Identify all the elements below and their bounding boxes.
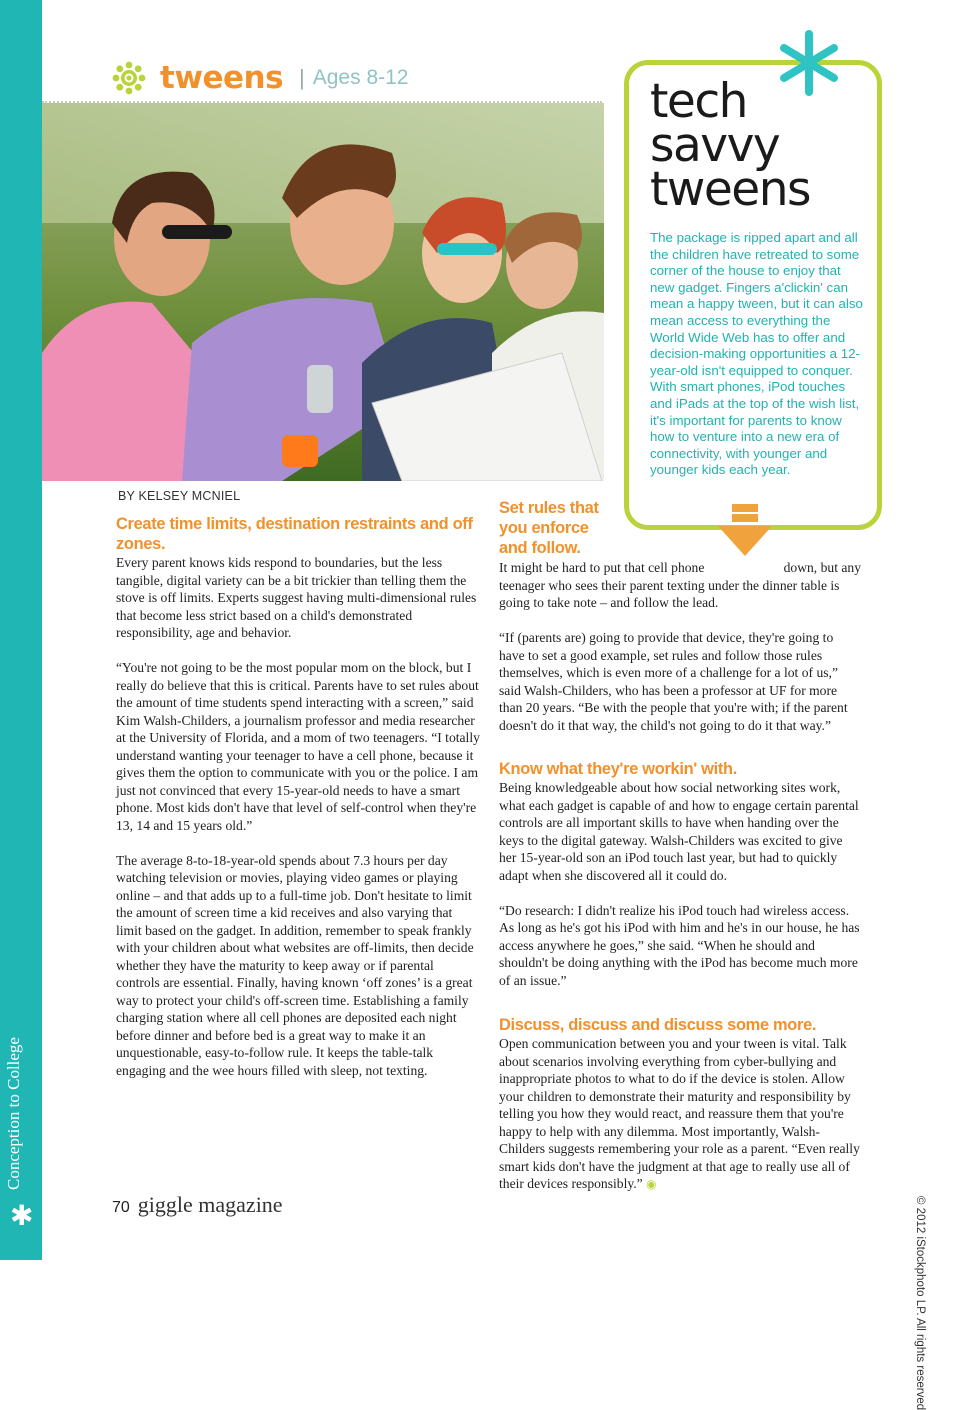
section-heading: Discuss, discuss and discuss some more. (499, 1016, 817, 1034)
right-section-3 (499, 1015, 861, 1194)
header-separator: | (299, 65, 305, 90)
callout-intro: The package is ripped apart and all the children have retreated to some corner of the house to enjoy that new gadget. Fingers a'clickin' can mean a happy tween, but it can also mean access to everything the World Wide Web has to offer and decision-making opportunities a 12-year-old isn't equipped to conquer. With smart phones, iPod touches and iPads at the top of the wish list, it's important for parents to know how to venture into a new era of connectivity, with younger and younger kids each year. (650, 230, 863, 478)
callout-title-line: tech (650, 74, 747, 129)
body-paragraph (499, 1035, 861, 1194)
chevron-down-icon (718, 504, 772, 564)
body-text: down, but any (783, 560, 861, 575)
byline: BY KELSEY MCNIEL (118, 489, 241, 503)
section-title: tweens (160, 60, 284, 96)
section-heading: Create time limits, destination restraints and off zones. (116, 515, 473, 553)
age-range: Ages 8-12 (312, 66, 409, 89)
body-paragraph: “If (parents are) going to provide that device, they're going to have to set a good example, set rules and follow those rules themselves, which is even more of a challenge for a lot of us,” said Walsh-Childers, who has been a professor at UF for more than 20 years. “Be with the people that you're with; if the parent doesn't do it that way, the child's not going to do it that way.” (499, 630, 848, 733)
callout-title (650, 74, 870, 217)
end-mark-icon: ◉ (646, 1177, 657, 1191)
body-paragraph: Being knowledgeable about how social networking sites work, what each gadget is capable of and how to engage certain parental controls are all important skills to have when handing over the keys to the digital gateway. Walsh-Childers was excited to give her 15-year-old son an iPod touch last year, but had to quickly adapt when she discovered all it could do. (499, 780, 859, 883)
body-text: Open communication between you and your tween is vital. Talk about scenarios involving everything from cyber-bullying and inappropriate photos to what to do if the device is stolen. Allow your children to demonstrate their maturity and responsibility by telling you how they would react, and reassure them that you're happy to help with any dilemma. Most importantly, Walsh-Childers suggests remembering your role as a parent. “Even really smart kids don't have the judgment at that age to really use all of their devices responsibly.” (499, 1036, 860, 1191)
section-header (112, 56, 408, 100)
callout-title-line: savvy (650, 118, 780, 173)
body-paragraph: teenager who sees their parent texting under the dinner table is going to take note – and follow the lead. (499, 577, 840, 610)
sidebar-label: Conception to College (4, 1037, 23, 1190)
section-heading: Set rules that you enforce and follow. (499, 499, 599, 557)
body-paragraph: “Do research: I didn't realize his iPod touch had wireless access. As long as he's got his iPod with him and he's in our house, he has access anywhere he goes,” she said. “When he should and shouldn't be doing anything with the iPod has become much more of an issue.” (499, 902, 860, 988)
page-number: 70 (112, 1199, 130, 1216)
flower-icon (112, 61, 146, 95)
right-section-2 (499, 759, 861, 989)
page-footer (112, 1192, 283, 1218)
copyright: © 2012 iStockphoto LP. All rights reserved (914, 1196, 926, 1410)
callout-title-line: tweens (650, 162, 810, 217)
body-paragraph: “You're not going to be the most popular mom on the block, but I really do believe that this is critical. Parents have to set rules about the amount of time students spend interacting with a screen,” said Kim Walsh-Childers, a journalism professor and media researcher at the University of Florida, and a mom of two teenagers. “I totally understand wanting your teenager to have a cell phone, because it gives them the option to communicate with you or the police. I am just not convinced that every 15-year-old needs to have a smart phone. Most kids don't have that level of self-control when they're 13, 14 and 15 years old.” (116, 660, 480, 833)
body-text: It might be hard to put that cell phone (499, 560, 705, 575)
section-heading: Know what they're workin' with. (499, 760, 738, 778)
magazine-name: giggle magazine (137, 1192, 283, 1217)
left-column (116, 514, 480, 1097)
right-section-1 (499, 559, 861, 734)
body-paragraph: Every parent knows kids respond to boundaries, but the less tangible, digital variety can be a bit trickier than telling them the stove is off limits. Experts suggest having multi-dimensional rules that become less strict based on a child's demonstrated responsibility, age and behavior. (116, 555, 477, 640)
asterisk-icon: ✱ (10, 1199, 34, 1232)
section-heading-block (499, 498, 609, 558)
hero-photo (42, 103, 604, 481)
body-paragraph: The average 8-to-18-year-old spends about 7.3 hours per day watching television or movies, playing video games or playing online – and that adds up to a full-time job. Don't hesitate to limit the amount of screen time a kid receives and also varying that limit based on the gadget. In addition, remember to speak frankly with your children about what websites are off-limits, then decide whether they have the maturity to keep away or if parental controls are essential. Finally, having known ‘off zones’ is a great way to protect your child's off-screen time. Establishing a family charging station where all cell phones are deposited each night before dinner and before bed is a great way to make it an unquestionable, easy-to-follow rule. It keeps the table-talk engaging and the wee hours filled with sleep, not texting. (116, 852, 474, 1078)
